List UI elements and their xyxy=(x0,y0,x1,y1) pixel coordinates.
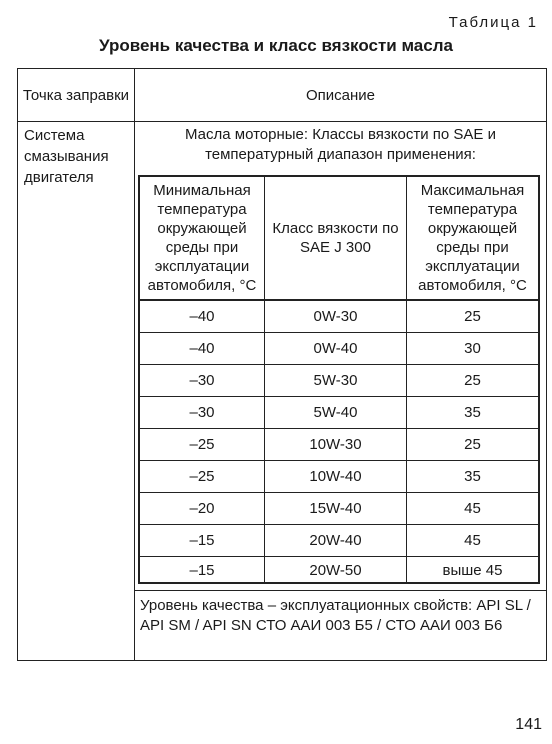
viscosity-cell: 5W-40 xyxy=(313,404,358,421)
max-temp-cell: 25 xyxy=(464,436,481,453)
max-temp-cell: 30 xyxy=(464,340,481,357)
viscosity-cell: 10W-30 xyxy=(309,436,362,453)
header-viscosity-class: Класс вязкости по SAE J 300 xyxy=(272,220,399,256)
min-temp-cell: –20 xyxy=(189,500,215,517)
viscosity-cell: 15W-40 xyxy=(309,500,362,517)
page-title: Уровень качества и класс вязкости масла xyxy=(99,36,453,55)
viscosity-table xyxy=(138,175,540,584)
header-min-temperature: Минимальная температура окружающей среды при эксплуатации автомобиля, °С xyxy=(147,182,257,294)
header-filling-point: Точка заправки xyxy=(22,86,130,104)
page-number: 141 xyxy=(515,716,542,733)
header-divider xyxy=(18,121,546,122)
min-temp-cell: –40 xyxy=(189,308,215,325)
table-row xyxy=(140,493,538,524)
outer-table xyxy=(17,68,547,661)
quality-divider xyxy=(135,590,546,591)
min-temp-cell: –30 xyxy=(189,372,215,389)
min-temp-cell: –25 xyxy=(189,436,215,453)
max-temp-cell: выше 45 xyxy=(442,562,503,579)
table-row xyxy=(140,365,538,396)
table-row xyxy=(140,525,538,556)
viscosity-cell: 10W-40 xyxy=(309,468,362,485)
header-description: Описание xyxy=(305,86,376,104)
max-temp-cell: 35 xyxy=(464,404,481,421)
quality-level-text: Уровень качества – эксплуатационных свойств: API SL / API SM / API SN СТО ААИ 003 Б5 / СТО ААИ 003 Б6 xyxy=(140,597,531,634)
min-temp-cell: –30 xyxy=(189,404,215,421)
table-row xyxy=(140,397,538,428)
table-row xyxy=(140,555,538,586)
max-temp-cell: 45 xyxy=(464,500,481,517)
max-temp-cell: 45 xyxy=(464,532,481,549)
max-temp-cell: 35 xyxy=(464,468,481,485)
viscosity-cell: 0W-40 xyxy=(313,340,358,357)
table-row xyxy=(140,333,538,364)
filling-point-system: Система смазывания двигателя xyxy=(24,127,109,186)
viscosity-cell: 20W-40 xyxy=(309,532,362,549)
max-temp-cell: 25 xyxy=(464,308,481,325)
table-number: Таблица 1 xyxy=(448,14,538,31)
viscosity-cell: 20W-50 xyxy=(309,562,362,579)
max-temp-cell: 25 xyxy=(464,372,481,389)
table-row xyxy=(140,461,538,492)
header-max-temperature: Максимальная температура окружающей среды при эксплуатации автомобиля, °С xyxy=(418,182,527,294)
table-row xyxy=(140,429,538,460)
table-row xyxy=(140,301,538,332)
min-temp-cell: –25 xyxy=(189,468,215,485)
min-temp-cell: –40 xyxy=(189,340,215,357)
description-intro: Масла моторные: Классы вязкости по SAE и температурный диапазон применения: xyxy=(185,126,496,163)
viscosity-cell: 0W-30 xyxy=(313,308,358,325)
min-temp-cell: –15 xyxy=(189,532,215,549)
min-temp-cell: –15 xyxy=(189,562,215,579)
viscosity-cell: 5W-30 xyxy=(313,372,358,389)
